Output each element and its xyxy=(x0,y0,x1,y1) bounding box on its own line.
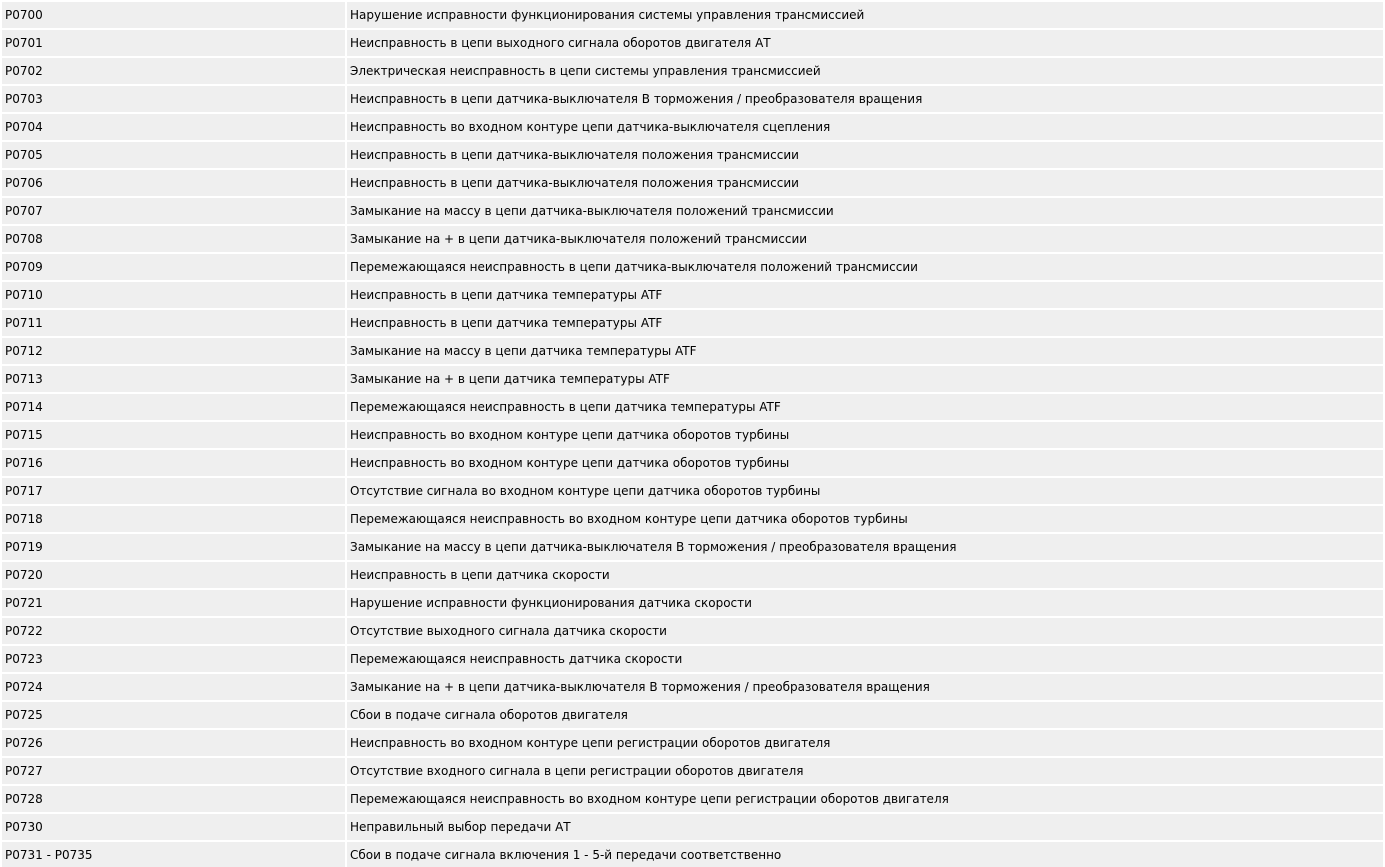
fault-description-cell: Замыкание на + в цепи датчика температуры ATF xyxy=(347,366,1383,392)
fault-description-cell: Неисправность в цепи датчика температуры ATF xyxy=(347,310,1383,336)
table-row xyxy=(2,618,1383,644)
table-row xyxy=(2,758,1383,784)
fault-description-cell: Замыкание на массу в цепи датчика-выключателя положений трансмиссии xyxy=(347,198,1383,224)
fault-description-cell: Неисправность во входном контуре цепи регистрации оборотов двигателя xyxy=(347,730,1383,756)
table-row xyxy=(2,254,1383,280)
fault-code-cell: P0730 xyxy=(2,814,345,840)
fault-description-cell: Неисправность в цепи датчика-выключателя положения трансмиссии xyxy=(347,142,1383,168)
fault-code-cell: P0700 xyxy=(2,2,345,28)
fault-code-cell: P0727 xyxy=(2,758,345,784)
fault-description-cell: Неисправность в цепи датчика скорости xyxy=(347,562,1383,588)
fault-code-cell: P0724 xyxy=(2,674,345,700)
table-row xyxy=(2,814,1383,840)
fault-code-cell: P0714 xyxy=(2,394,345,420)
table-row xyxy=(2,562,1383,588)
fault-description-cell: Нарушение исправности функционирования датчика скорости xyxy=(347,590,1383,616)
fault-description-cell: Перемежающаяся неисправность во входном контуре цепи регистрации оборотов двигателя xyxy=(347,786,1383,812)
table-row xyxy=(2,366,1383,392)
fault-description-cell: Перемежающаяся неисправность датчика скорости xyxy=(347,646,1383,672)
fault-code-cell: P0706 xyxy=(2,170,345,196)
fault-description-cell: Электрическая неисправность в цепи системы управления трансмиссией xyxy=(347,58,1383,84)
table-row xyxy=(2,338,1383,364)
fault-description-cell: Неисправность во входном контуре цепи датчика оборотов турбины xyxy=(347,450,1383,476)
fault-description-cell: Отсутствие сигнала во входном контуре цепи датчика оборотов турбины xyxy=(347,478,1383,504)
table-row xyxy=(2,646,1383,672)
table-row xyxy=(2,674,1383,700)
fault-description-cell: Неисправность в цепи датчика-выключателя В торможения / преобразователя вращения xyxy=(347,86,1383,112)
table-row xyxy=(2,58,1383,84)
table-row xyxy=(2,282,1383,308)
table-row xyxy=(2,142,1383,168)
table-row xyxy=(2,786,1383,812)
fault-code-cell: P0718 xyxy=(2,506,345,532)
fault-description-cell: Замыкание на + в цепи датчика-выключателя положений трансмиссии xyxy=(347,226,1383,252)
table-row xyxy=(2,394,1383,420)
fault-description-cell: Перемежающаяся неисправность в цепи датчика-выключателя положений трансмиссии xyxy=(347,254,1383,280)
fault-codes-body xyxy=(2,2,1383,867)
fault-description-cell: Неисправность в цепи датчика температуры ATF xyxy=(347,282,1383,308)
fault-code-cell: P0712 xyxy=(2,338,345,364)
fault-description-cell: Перемежающаяся неисправность во входном контуре цепи датчика оборотов турбины xyxy=(347,506,1383,532)
fault-description-cell: Замыкание на массу в цепи датчика-выключателя В торможения / преобразователя вращения xyxy=(347,534,1383,560)
fault-description-cell: Неисправность во входном контуре цепи датчика оборотов турбины xyxy=(347,422,1383,448)
table-row xyxy=(2,30,1383,56)
table-row xyxy=(2,506,1383,532)
table-row xyxy=(2,478,1383,504)
fault-code-cell: P0702 xyxy=(2,58,345,84)
fault-code-cell: P0703 xyxy=(2,86,345,112)
fault-code-cell: P0716 xyxy=(2,450,345,476)
fault-code-cell: P0731 - P0735 xyxy=(2,842,345,867)
fault-description-cell: Неправильный выбор передачи АТ xyxy=(347,814,1383,840)
fault-description-cell: Сбои в подаче сигнала включения 1 - 5-й передачи соответственно xyxy=(347,842,1383,867)
fault-code-cell: P0709 xyxy=(2,254,345,280)
fault-description-cell: Сбои в подаче сигнала оборотов двигателя xyxy=(347,702,1383,728)
fault-code-cell: P0711 xyxy=(2,310,345,336)
fault-code-cell: P0713 xyxy=(2,366,345,392)
table-row xyxy=(2,842,1383,867)
fault-code-cell: P0708 xyxy=(2,226,345,252)
fault-description-cell: Замыкание на массу в цепи датчика температуры ATF xyxy=(347,338,1383,364)
table-row xyxy=(2,422,1383,448)
fault-code-cell: P0717 xyxy=(2,478,345,504)
table-row xyxy=(2,226,1383,252)
fault-code-cell: P0728 xyxy=(2,786,345,812)
fault-code-cell: P0715 xyxy=(2,422,345,448)
fault-code-cell: P0710 xyxy=(2,282,345,308)
fault-code-cell: P0705 xyxy=(2,142,345,168)
fault-code-cell: P0701 xyxy=(2,30,345,56)
table-row xyxy=(2,114,1383,140)
fault-code-cell: P0722 xyxy=(2,618,345,644)
table-row xyxy=(2,198,1383,224)
table-row xyxy=(2,534,1383,560)
fault-description-cell: Перемежающаяся неисправность в цепи датчика температуры ATF xyxy=(347,394,1383,420)
fault-code-cell: P0720 xyxy=(2,562,345,588)
fault-code-cell: P0723 xyxy=(2,646,345,672)
table-row xyxy=(2,590,1383,616)
table-row xyxy=(2,450,1383,476)
table-row xyxy=(2,730,1383,756)
fault-description-cell: Отсутствие выходного сигнала датчика скорости xyxy=(347,618,1383,644)
table-row xyxy=(2,2,1383,28)
fault-code-cell: P0707 xyxy=(2,198,345,224)
fault-code-cell: P0725 xyxy=(2,702,345,728)
fault-description-cell: Отсутствие входного сигнала в цепи регистрации оборотов двигателя xyxy=(347,758,1383,784)
fault-description-cell: Нарушение исправности функционирования системы управления трансмиссией xyxy=(347,2,1383,28)
table-row xyxy=(2,170,1383,196)
table-row xyxy=(2,310,1383,336)
fault-description-cell: Неисправность в цепи датчика-выключателя положения трансмиссии xyxy=(347,170,1383,196)
fault-description-cell: Неисправность в цепи выходного сигнала оборотов двигателя АТ xyxy=(347,30,1383,56)
table-row xyxy=(2,702,1383,728)
fault-code-cell: P0719 xyxy=(2,534,345,560)
fault-code-cell: P0704 xyxy=(2,114,345,140)
fault-code-cell: P0726 xyxy=(2,730,345,756)
table-row xyxy=(2,86,1383,112)
fault-description-cell: Неисправность во входном контуре цепи датчика-выключателя сцепления xyxy=(347,114,1383,140)
fault-code-cell: P0721 xyxy=(2,590,345,616)
fault-description-cell: Замыкание на + в цепи датчика-выключателя В торможения / преобразователя вращения xyxy=(347,674,1383,700)
